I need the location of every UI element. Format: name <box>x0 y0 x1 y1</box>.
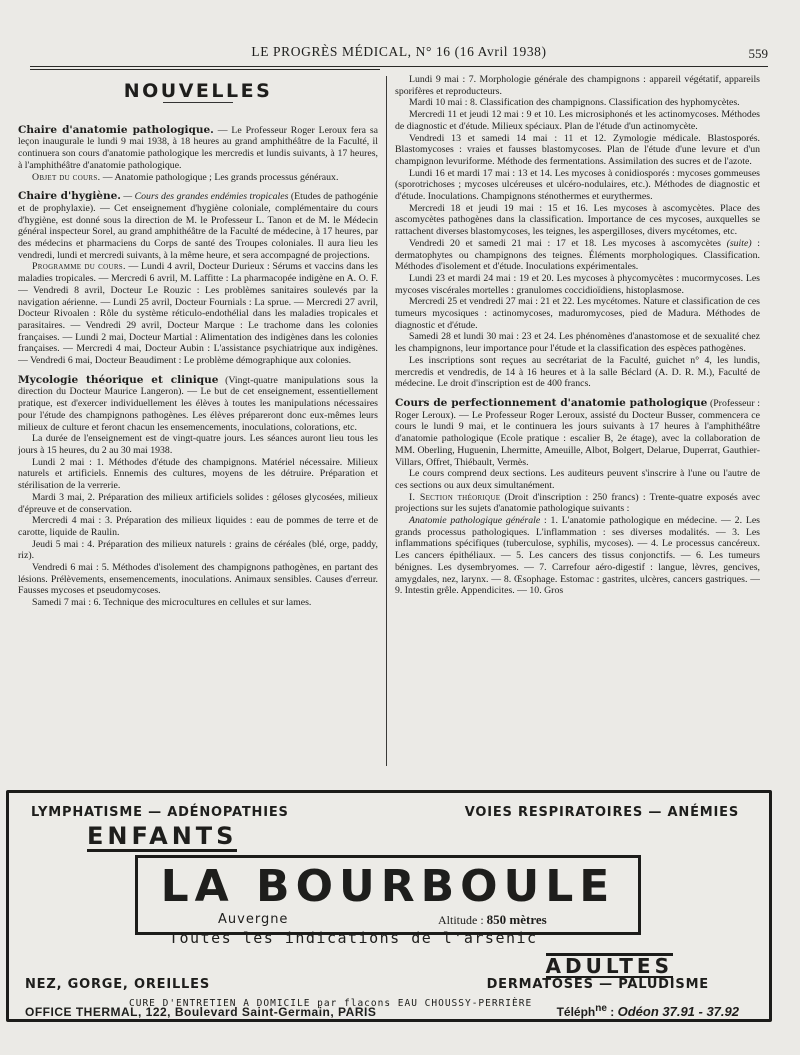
paragraph-18-19-mai: Mercredi 18 et jeudi 19 mai : 15 et 16. Les mycoses à ascomycètes. Place des ascomycètes pathogènes dans la classification. Importance de ces mycoses, auxquelles se rattachent diverses blastomycoses, les teignes, les aspergilloses, divers mycétomes, etc. <box>395 202 760 238</box>
advertisement-la-bourboule <box>6 790 772 1022</box>
left-column <box>18 74 378 774</box>
paragraph-23-24-mai: Lundi 23 et mardi 24 mai : 19 et 20. Les mycoses à phycomycètes : mucormycoses. Les mycoses viscérales mortelles : granulomes coccidioïdiens, histoplasmose. <box>395 272 760 296</box>
paragraph-anatomie <box>18 125 378 172</box>
paragraph-mardi-3-mai: Mardi 3 mai, 2. Préparation des milieux artificiels solides : géloses glycosées, milieux d'épreuve et de conservation. <box>18 491 378 515</box>
mycologie-title: Mycologie théorique et clinique <box>18 373 219 386</box>
page-header <box>30 44 768 64</box>
paragraph-mardi-10-mai: Mardi 10 mai : 8. Classification des champignons. Classification des hyphomycètes. <box>409 97 740 109</box>
ad-office: OFFICE THERMAL, 122, Boulevard Saint-Germain, PARIS <box>25 1005 377 1019</box>
section-theorique-label: I. Section théorique <box>409 491 501 503</box>
column-divider <box>386 76 387 766</box>
programme-label: Programme du cours. <box>32 261 126 273</box>
ad-adultes: ADULTES <box>545 954 673 978</box>
paragraph-20-21-mai <box>395 238 760 273</box>
paragraph-duree: La durée de l'enseignement est de vingt-quatre jours. Les séances auront lieu tous les jours à 15 heures, du 2 au 30 mai 1938. <box>18 433 378 456</box>
ad-indications: Toutes les indications de l'arsenic <box>169 929 538 947</box>
ad-altitude-label: Altitude : <box>438 913 484 927</box>
paragraph-programme <box>18 261 378 366</box>
objet-text: — Anatomie pathologique ; Les grands processus généraux. <box>100 171 339 183</box>
paragraph-mercredi-4-mai: Mercredi 4 mai : 3. Préparation des milieux liquides : eau de pommes de terre et de carotte, liquide de Raulin. <box>18 515 378 538</box>
paragraph-11-12-mai: Mercredi 11 et jeudi 12 mai : 9 et 10. Les microsiphonés et les actinomycoses. Méthodes de diagnostic et d'étude. Milieux spéciaux. Plan de l'étude d'un actinomycète. <box>395 109 760 132</box>
paragraph-13-14-mai: Vendredi 13 et samedi 14 mai : 11 et 12. Zymologie médicale. Blastosporés. Blastomycoses : vraies et fausses blastomycoses. Plan de l'étude d'une levure et d'un champignon levuriforme. Méthode des fermentations. Assimilation des sucres et de l'azote. <box>395 132 760 167</box>
paragraph-sections: Le cours comprend deux sections. Les auditeurs peuvent s'inscrire à l'une ou l'autre de ces sections ou aux deux simultanément. <box>395 468 760 491</box>
paragraph-lundi-9-mai: Lundi 9 mai : 7. Morphologie générale des champignons : appareil végétatif, appareils sporifères et reproducteurs. <box>395 74 760 97</box>
perfectionnement-text: (Professeur : Roger Leroux). — Le Professeur Roger Leroux, assisté du Docteur Busser, commencera ce cours le lundi 9 mai, et le continuera les jours suivants à 17 heures à l'amphithéâtre d'anatomie pathologique (Ecole pratique : escalier B, 2e étage), avec la collaboration de MM. Oberling, Huguenin, Lhermitte, Ameuille, Albot, Bolgert, Delarue, Duperrat, Gauthier-Villars, Offret, Thiébault, Vermès. <box>395 397 760 468</box>
section-theorique-text: (Droit d'inscription : 250 francs) : Trente-quatre exposés avec projections sur les sujets d'anatomie pathologique suivants : <box>395 491 760 515</box>
programme-text: — Lundi 4 avril, Docteur Durieux : Sérums et vaccins dans les maladies tropicales. — Mercredi 6 avril, M. Laffitte : La pharmacopée indigène en A. O. F. — Vendredi 8 avril, Docteur Le Rouzic : Les problèmes sanitaires soulevés par la navigation aérienne. — Lundi 25 avril, Docteur Fournials : La sprue. — Mercredi 27 avril, Docteur Rivoalen : Rôle du système réticulo-endothélial dans les maladies tropicales et parasitaires. — Vendredi 29 avril, Docteur Marque : Le trachome dans les colonies françaises. — Lundi 2 mai, Docteur Martial : Alimentation des indigènes dans les colonies françaises. — Mercredi 4 mai, Docteur Aubin : L'assistance psychiatrique aux indigènes. — Vendredi 6 mai, Docteur Beaudiment : Le problème démographique aux colonies. <box>18 261 378 367</box>
running-title: LE PROGRÈS MÉDICAL, N° 16 (16 Avril 1938) <box>251 44 547 59</box>
mycologie-text: (Vingt-quatre manipulations sous la direction du Docteur Maurice Langeron). — Le but de cet enseignement, essentiellement pratique, est d'exercer individuellement les élèves à toutes les manipulations nécessaires pour l'étude des champignons pathogènes. Les élèves prépareront donc eux-mêmes leurs milieux de culture et feront chacun les ensemencements, inoculations, colorations, etc. <box>18 374 378 433</box>
anatomie-generale-label: Anatomie pathologique générale <box>409 515 541 527</box>
paragraph-jeudi-5-mai: Jeudi 5 mai : 4. Préparation des milieux naturels : grains de céréales (blé, orge, paddy, riz). <box>18 538 378 562</box>
anatomie-generale-text: : 1. L'anatomie pathologique en médecine. — 2. Les grands processus pathologiques. L'inflammation : ses diverses modalités. — 3. Les inflammations spécifiques (tuberculose, syphilis, mycoses). — 4. Le processus cancéreux. Les cancers épithéliaux. — 5. Les cancers des tissus conjonctifs. — 6. Les tumeurs bénignes. Les dysembryomes. — 7. Carrefour aéro-digestif : langue, lèvres, gencives, amygdales, nez, larynx. — 8. Œsophage. Estomac : gastrites, ulcères, cancers gastriques. — 9. Intestin grêle. Appendicites. — 10. Gros <box>395 515 760 597</box>
paragraph-vendredi-6-mai: Vendredi 6 mai : 5. Méthodes d'isolement des champignons pathogènes, en partant des lésions. Prélèvements, ensemencements, inoculations. Animaux sensibles. Causes d'erreur. Fausses mycoses et pseudomycoses. <box>18 562 378 597</box>
hygiene-italic: — Cours des grandes endémies tropicales <box>120 191 289 203</box>
ad-brand: LA BOURBOULE <box>160 861 616 912</box>
paragraph-perfectionnement <box>395 398 760 468</box>
ad-region: Auvergne <box>218 912 289 927</box>
ad-brand-box <box>135 855 641 935</box>
paragraph-section-theorique <box>395 492 760 515</box>
objet-label: Objet du cours. <box>32 171 101 183</box>
paragraph-28-30-mai: Samedi 28 et lundi 30 mai : 23 et 24. Les phénomènes d'anastomose et de sexualité chez les champignons, leur importance pour l'étude et la classification des espèces pathogènes. <box>395 331 760 355</box>
ad-phone: Téléph$^{ne}$ : Odéon 37.91 - 37.92 <box>556 1003 739 1019</box>
hygiene-text: (Etudes de pathogénie et de prophylaxie). — Cet enseignement d'hygiène coloniale, complémentaire du cours d'hygiène, est donné sous la direction de M. le Professeur L. Tanon et de M. le Médecin général inspecteur Sorel, au grand amphithéâtre de la Faculté de médecine, à 17 heures, par des médecins et pharmaciens du Corps de santé des Troupes coloniales. Il aura lieu les vendredi, lundi et mercredi suivants, à la même heure, et sera accompagné de projections. <box>18 191 378 261</box>
paragraph-16-17-mai: Lundi 16 et mardi 17 mai : 13 et 14. Les mycoses à conidiosporés : mycoses gommeuses (sporotrichoses ; mycoses ulcéreuses et ulcéro-nodulaires, etc.). Méthodes de diagnostic et d'étude. Inoculations. Champignons sténothermes et eurythermes. <box>395 167 760 203</box>
paragraph-25-27-mai: Mercredi 25 et vendredi 27 mai : 21 et 22. Les mycétomes. Nature et classification de ces tumeurs mycosiques : actinomycoses, maduromycoses, pied de Madura. Méthodes de diagnostic et d'étude. <box>395 296 760 331</box>
r7-pre: Vendredi 20 et samedi 21 mai : 17 et 18. Les mycoses à ascomycètes <box>409 237 727 249</box>
ad-bottom-right: DERMATOSES — PALUDISME <box>486 977 709 992</box>
ad-phone-number: Odéon 37.91 - 37.92 <box>617 1004 739 1019</box>
paragraph-samedi-7-mai: Samedi 7 mai : 6. Technique des microcultures en cellules et sur lames. <box>32 597 312 609</box>
ad-top-left: LYMPHATISME — ADÉNOPATHIES <box>31 805 289 820</box>
ad-cure: CURE D'ENTRETIEN A DOMICILE par flacons EAU CHOUSSY-PERRIÈRE <box>129 998 533 1009</box>
ad-phone-label: Téléph <box>556 1005 596 1019</box>
right-column <box>395 74 760 774</box>
ad-altitude-value: 850 mètres <box>486 912 547 927</box>
paragraph-inscriptions: Les inscriptions sont reçues au secrétariat de la Faculté, guichet n° 4, les lundis, mercredis et vendredis, de 14 à 16 heures et à la salle Béclard (A. D. R. M.), Faculté de médecine. Le droit d'inscription est de 400 francs. <box>395 354 760 390</box>
r7-italic: (suite) <box>726 237 752 249</box>
page-number: 559 <box>748 46 768 61</box>
ad-top-right: VOIES RESPIRATOIRES — ANÉMIES <box>464 805 739 820</box>
hygiene-title: Chaire d'hygiène. <box>18 190 121 203</box>
ad-enfants: ENFANTS <box>87 822 238 850</box>
perfectionnement-title: Cours de perfectionnement d'anatomie pathologique <box>395 396 708 409</box>
header-rule-secondary <box>30 69 380 70</box>
r7-post: : dermatophytes ou champignons des teignes. Éléments morphologiques. Classification. Méthodes d'isolement et d'étude. Inoculations expérimentales. <box>395 237 760 273</box>
ad-bottom-left: NEZ, GORGE, OREILLES <box>25 977 210 992</box>
section-heading: NOUVELLES <box>123 80 273 102</box>
anatomie-text: — Le Professeur Roger Leroux fera sa leçon inaugurale le lundi 9 mai 1938, à 18 heures au grand amphithéâtre de la Faculté, il continuera son cours d'anatomie pathologique les mercredis et lundis suivants, à 17 heures, à l'amphithéâtre d'anatomie pathologique. <box>18 124 378 171</box>
paragraph-mycologie <box>18 375 378 434</box>
header-rule <box>30 66 768 67</box>
anatomie-title: Chaire d'anatomie pathologique. <box>18 123 214 136</box>
ad-altitude <box>438 912 547 928</box>
paragraph-hygiene <box>18 191 378 261</box>
paragraph-objet <box>18 172 378 184</box>
paragraph-anatomie-generale <box>395 515 760 597</box>
paragraph-lundi-2-mai: Lundi 2 mai : 1. Méthodes d'étude des champignons. Matériel nécessaire. Milieux naturels et artificiels. Ennemis des cultures, moyens de les détruire. Préparation et stérilisation de la verrerie. <box>18 456 378 492</box>
